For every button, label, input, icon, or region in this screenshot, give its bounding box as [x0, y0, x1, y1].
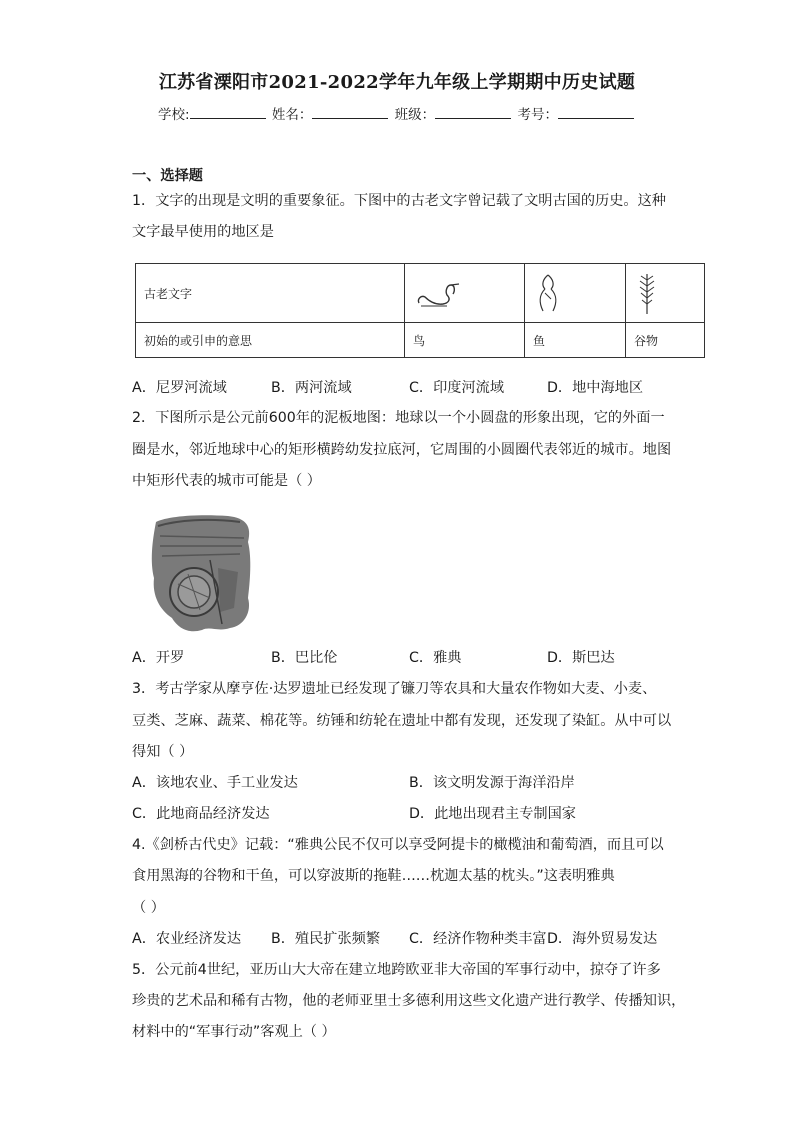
- q3-line-2: 豆类、芝麻、蔬菜、棉花等。纺锤和纺轮在遗址中都有发现，还发现了染缸。从中可以: [132, 713, 672, 729]
- table-cell-glyph: [626, 264, 705, 323]
- fish-hieroglyph-icon: [533, 271, 563, 315]
- q2-option-d[interactable]: D．斯巴达: [547, 650, 615, 666]
- q3-option-d[interactable]: D．此地出现君主专制国家: [409, 806, 576, 822]
- class-blank[interactable]: [435, 105, 511, 119]
- clay-tablet-map-image: [148, 512, 254, 634]
- class-label: 班级：: [394, 107, 436, 123]
- student-info-line: [0, 103, 794, 123]
- q5-line-2: 珍贵的艺术品和稀有古物，他的老师亚里士多德利用这些文化遗产进行教学、传播知识，: [132, 993, 686, 1009]
- q2-option-c[interactable]: C．雅典: [409, 650, 462, 666]
- grain-hieroglyph-icon: [634, 270, 660, 316]
- table-cell-glyph: [405, 264, 525, 323]
- table-cell-meaning: 鸟: [405, 323, 525, 358]
- q1-option-c[interactable]: C．印度河流域: [409, 380, 505, 396]
- q4-line-3: （ ）: [132, 900, 165, 916]
- q2-line-2: 圈是水，邻近地球中心的矩形横跨幼发拉底河，它周围的小圆圈代表邻近的城市。地图: [132, 442, 672, 458]
- q4-line-2: 食用黑海的谷物和干鱼，可以穿波斯的拖鞋……枕迦太基的枕头。”这表明雅典: [132, 868, 615, 884]
- q3-line-3: 得知（ ）: [132, 744, 194, 760]
- q4-option-d[interactable]: D．海外贸易发达: [547, 931, 658, 947]
- table-cell-label: 初始的或引申的意思: [136, 323, 405, 358]
- q1-option-d[interactable]: D．地中海地区: [547, 380, 644, 396]
- table-cell-label: 古老文字: [136, 264, 405, 323]
- exam-title: 江苏省溧阳市2021-2022学年九年级上学期期中历史试题: [158, 72, 636, 93]
- table-cell-meaning: 谷物: [626, 323, 705, 358]
- q2-option-b[interactable]: B．巴比伦: [271, 650, 338, 666]
- q4-line-1: 4.《剑桥古代史》记载：“雅典公民不仅可以享受阿提卡的橄榄油和葡萄酒，而且可以: [132, 837, 664, 853]
- name-blank[interactable]: [312, 105, 388, 119]
- q3-option-c[interactable]: C．此地商品经济发达: [132, 806, 270, 822]
- section-heading: 一、选择题: [132, 168, 203, 184]
- q4-option-a[interactable]: A．农业经济发达: [132, 931, 242, 947]
- table-cell-glyph: [525, 264, 626, 323]
- exam-number-label: 考号：: [517, 107, 558, 123]
- q1-option-b[interactable]: B．两河流域: [271, 380, 352, 396]
- school-blank[interactable]: [190, 105, 266, 119]
- q3-option-b[interactable]: B．该文明发源于海洋沿岸: [409, 775, 575, 791]
- q1-line-1: 1．文字的出现是文明的重要象征。下图中的古老文字曾记载了文明古国的历史。这种: [132, 193, 666, 209]
- ancient-script-table: [135, 263, 705, 358]
- name-label: 姓名：: [271, 107, 313, 123]
- q5-line-1: 5．公元前4世纪，亚历山大大帝在建立地跨欧亚非大帝国的军事行动中，掠夺了许多: [132, 962, 661, 978]
- q2-line-1: 2．下图所示是公元前600年的泥板地图：地球以一个小圆盘的形象出现，它的外面一: [132, 410, 665, 426]
- q2-option-a[interactable]: A．开罗: [132, 650, 185, 666]
- exam-number-blank[interactable]: [558, 105, 634, 119]
- q1-line-2: 文字最早使用的地区是: [132, 224, 274, 240]
- q4-option-b[interactable]: B．殖民扩张频繁: [271, 931, 381, 947]
- q2-line-3: 中矩形代表的城市可能是（ ）: [132, 473, 321, 489]
- table-cell-meaning: 鱼: [525, 323, 626, 358]
- q3-line-1: 3．考古学家从摩亨佐·达罗遗址已经发现了镰刀等农具和大量农作物如大麦、小麦、: [132, 681, 657, 697]
- q4-option-c[interactable]: C．经济作物种类丰富: [409, 931, 547, 947]
- bird-hieroglyph-icon: [413, 273, 463, 313]
- q5-line-3: 材料中的“军事行动”客观上（ ）: [132, 1024, 336, 1040]
- q1-option-a[interactable]: A．尼罗河流域: [132, 380, 227, 396]
- q3-option-a[interactable]: A．该地农业、手工业发达: [132, 775, 298, 791]
- school-label: 学校:: [158, 107, 190, 123]
